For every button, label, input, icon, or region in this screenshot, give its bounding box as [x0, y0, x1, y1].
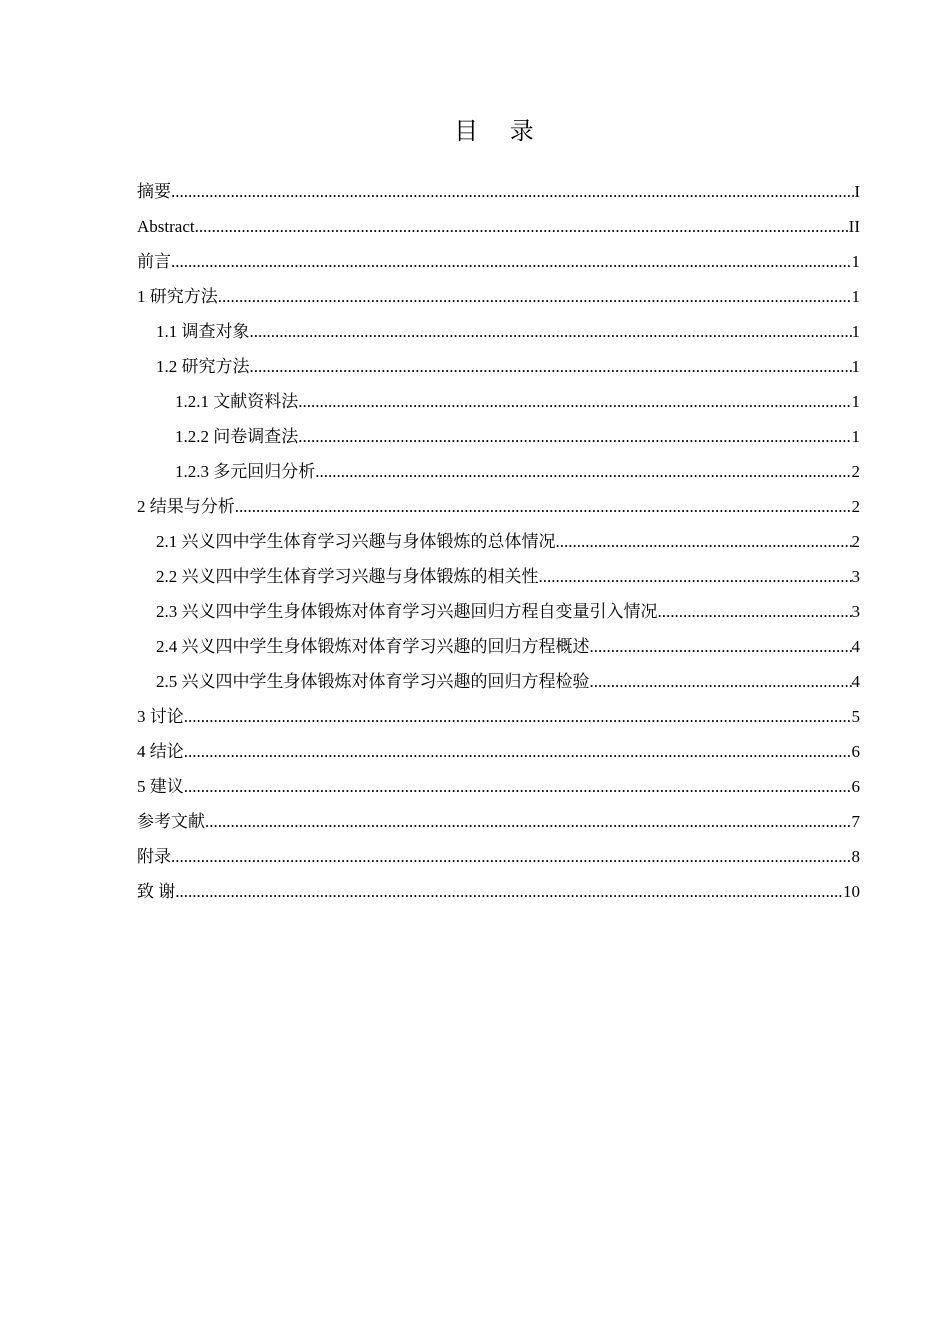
toc-dot-leader: [298, 384, 851, 419]
toc-dot-leader: [539, 559, 852, 594]
toc-entry-page-number: 5: [851, 707, 860, 726]
toc-entry-page-number: 2: [851, 462, 860, 481]
toc-dot-leader: [171, 244, 852, 279]
toc-entry-label: 4 结论: [137, 742, 184, 761]
toc-entry-page-number: 3: [851, 567, 860, 586]
toc-entry-page-number: 2: [851, 532, 860, 551]
toc-entry[interactable]: [137, 839, 860, 874]
toc-entry-label: 致 谢: [137, 882, 176, 901]
toc-list: [137, 174, 860, 909]
toc-entry-label: Abstract: [137, 217, 195, 236]
toc-dot-leader: [315, 454, 851, 489]
toc-dot-leader: [590, 664, 852, 699]
toc-entry-page-number: 4: [851, 672, 860, 691]
toc-entry-page-number: 6: [851, 742, 860, 761]
toc-entry-label: 附录: [137, 847, 171, 866]
toc-entry[interactable]: [137, 419, 860, 454]
toc-entry[interactable]: [137, 489, 860, 524]
toc-entry[interactable]: [137, 209, 860, 244]
toc-dot-leader: [218, 279, 852, 314]
toc-dot-leader: [556, 524, 852, 559]
toc-entry[interactable]: [137, 874, 860, 909]
toc-entry[interactable]: [137, 384, 860, 419]
toc-entry[interactable]: [137, 664, 860, 699]
toc-entry-label: 1.2.1 文献资料法: [175, 392, 299, 411]
toc-entry-label: 前言: [137, 252, 171, 271]
toc-dot-leader: [658, 594, 852, 629]
toc-entry[interactable]: [137, 454, 860, 489]
toc-entry[interactable]: [137, 734, 860, 769]
toc-dot-leader: [184, 734, 852, 769]
toc-dot-leader: [175, 874, 843, 909]
toc-entry[interactable]: [137, 244, 860, 279]
toc-entry-label: 参考文献: [137, 812, 205, 831]
toc-entry-page-number: 7: [851, 812, 860, 831]
toc-entry[interactable]: [137, 804, 860, 839]
toc-dot-leader: [298, 419, 851, 454]
toc-entry-label: 2 结果与分析: [137, 497, 235, 516]
toc-entry-label: 摘要: [137, 182, 171, 201]
toc-dot-leader: [195, 209, 849, 244]
toc-entry-label: 2.4 兴义四中学生身体锻炼对体育学习兴趣的回归方程概述: [156, 637, 590, 656]
toc-entry[interactable]: [137, 594, 860, 629]
toc-entry-page-number: 1: [851, 287, 860, 306]
toc-title: 目 录: [454, 117, 546, 145]
toc-entry-label: 5 建议: [137, 777, 184, 796]
toc-dot-leader: [250, 349, 852, 384]
toc-entry-label: 2.3 兴义四中学生身体锻炼对体育学习兴趣回归方程自变量引入情况: [156, 602, 658, 621]
toc-entry-label: 1.2.2 问卷调查法: [175, 427, 299, 446]
toc-entry-page-number: 8: [851, 847, 860, 866]
toc-entry-page-number: 1: [851, 252, 860, 271]
toc-entry-label: 2.5 兴义四中学生身体锻炼对体育学习兴趣的回归方程检验: [156, 672, 590, 691]
toc-dot-leader: [171, 174, 854, 209]
toc-entry[interactable]: [137, 524, 860, 559]
toc-entry[interactable]: [137, 349, 860, 384]
toc-entry[interactable]: [137, 559, 860, 594]
toc-entry[interactable]: [137, 279, 860, 314]
toc-dot-leader: [171, 839, 852, 874]
toc-entry-page-number: 10: [843, 882, 860, 901]
toc-entry-page-number: 6: [851, 777, 860, 796]
toc-entry-label: 1.1 调查对象: [156, 322, 250, 341]
toc-entry[interactable]: [137, 699, 860, 734]
toc-dot-leader: [184, 769, 852, 804]
toc-entry-label: 1 研究方法: [137, 287, 218, 306]
toc-entry-page-number: II: [848, 217, 860, 236]
toc-entry-label: 2.2 兴义四中学生体育学习兴趣与身体锻炼的相关性: [156, 567, 539, 586]
toc-entry-page-number: 1: [851, 357, 860, 376]
toc-entry-page-number: 1: [851, 392, 860, 411]
toc-dot-leader: [590, 629, 852, 664]
toc-entry-label: 2.1 兴义四中学生体育学习兴趣与身体锻炼的总体情况: [156, 532, 556, 551]
toc-entry-page-number: 4: [851, 637, 860, 656]
toc-entry-page-number: I: [854, 182, 860, 201]
toc-entry-page-number: 3: [851, 602, 860, 621]
toc-entry-label: 1.2.3 多元回归分析: [175, 462, 316, 481]
toc-dot-leader: [184, 699, 852, 734]
toc-dot-leader: [235, 489, 852, 524]
toc-entry-page-number: 2: [851, 497, 860, 516]
toc-entry-label: 1.2 研究方法: [156, 357, 250, 376]
toc-entry[interactable]: [137, 174, 860, 209]
toc-dot-leader: [205, 804, 852, 839]
toc-entry[interactable]: [137, 314, 860, 349]
toc-dot-leader: [250, 314, 852, 349]
toc-entry-page-number: 1: [851, 427, 860, 446]
toc-entry[interactable]: [137, 769, 860, 804]
toc-entry[interactable]: [137, 629, 860, 664]
toc-entry-page-number: 1: [851, 322, 860, 341]
toc-entry-label: 3 讨论: [137, 707, 184, 726]
